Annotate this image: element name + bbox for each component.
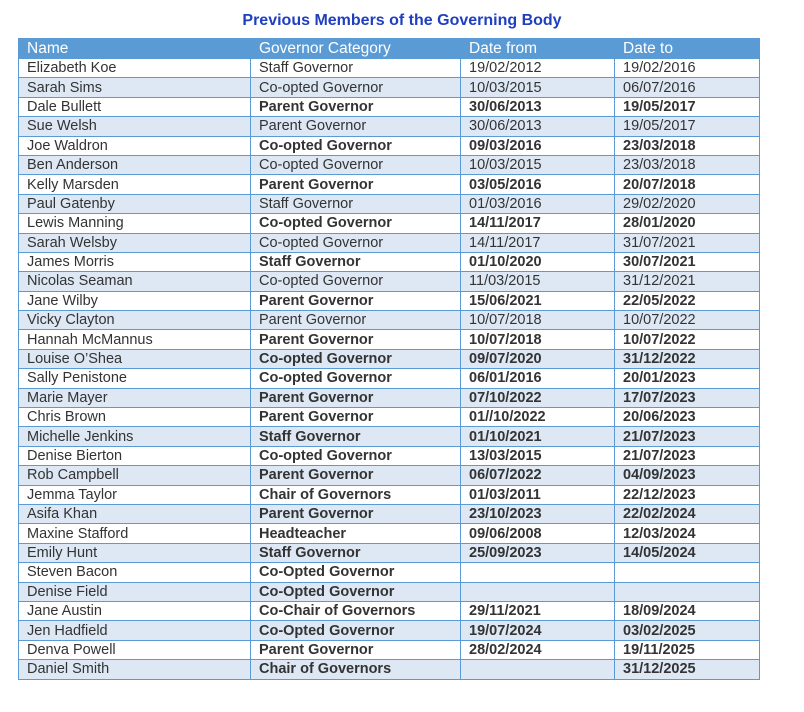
header-category: Governor Category bbox=[251, 39, 461, 59]
date-to-cell: 18/09/2024 bbox=[615, 601, 760, 620]
date-to-cell: 28/01/2020 bbox=[615, 214, 760, 233]
date-from-cell: 15/06/2021 bbox=[461, 291, 615, 310]
category-cell: Co-opted Governor bbox=[251, 272, 461, 291]
category-cell: Chair of Governors bbox=[251, 485, 461, 504]
date-from-cell: 30/06/2013 bbox=[461, 97, 615, 116]
category-cell: Parent Governor bbox=[251, 311, 461, 330]
date-from-cell: 23/10/2023 bbox=[461, 504, 615, 523]
date-from-cell: 19/02/2012 bbox=[461, 59, 615, 78]
name-cell: Kelly Marsden bbox=[19, 175, 251, 194]
header-date-from: Date from bbox=[461, 39, 615, 59]
table-row bbox=[19, 582, 760, 601]
date-from-cell: 01/03/2011 bbox=[461, 485, 615, 504]
date-to-cell: 17/07/2023 bbox=[615, 388, 760, 407]
table-row bbox=[19, 272, 760, 291]
date-to-cell: 21/07/2023 bbox=[615, 427, 760, 446]
name-cell: Marie Mayer bbox=[19, 388, 251, 407]
date-to-cell: 20/01/2023 bbox=[615, 369, 760, 388]
date-to-cell: 31/07/2021 bbox=[615, 233, 760, 252]
date-to-cell: 30/07/2021 bbox=[615, 252, 760, 271]
date-from-cell: 01/03/2016 bbox=[461, 194, 615, 213]
date-from-cell: 10/07/2018 bbox=[461, 311, 615, 330]
category-cell: Staff Governor bbox=[251, 543, 461, 562]
name-cell: Emily Hunt bbox=[19, 543, 251, 562]
header-name: Name bbox=[19, 39, 251, 59]
date-from-cell: 01//10/2022 bbox=[461, 408, 615, 427]
date-from-cell: 11/03/2015 bbox=[461, 272, 615, 291]
date-to-cell: 22/05/2022 bbox=[615, 291, 760, 310]
date-from-cell: 09/03/2016 bbox=[461, 136, 615, 155]
date-from-cell: 10/03/2015 bbox=[461, 78, 615, 97]
date-to-cell: 31/12/2021 bbox=[615, 272, 760, 291]
category-cell: Co-opted Governor bbox=[251, 136, 461, 155]
name-cell: Nicolas Seaman bbox=[19, 272, 251, 291]
category-cell: Staff Governor bbox=[251, 427, 461, 446]
date-to-cell bbox=[615, 582, 760, 601]
category-cell: Parent Governor bbox=[251, 408, 461, 427]
table-row bbox=[19, 233, 760, 252]
date-from-cell: 14/11/2017 bbox=[461, 233, 615, 252]
category-cell: Co-opted Governor bbox=[251, 369, 461, 388]
name-cell: Rob Campbell bbox=[19, 466, 251, 485]
category-cell: Staff Governor bbox=[251, 194, 461, 213]
category-cell: Parent Governor bbox=[251, 388, 461, 407]
header-date-to: Date to bbox=[615, 39, 760, 59]
category-cell: Co-opted Governor bbox=[251, 214, 461, 233]
table-row bbox=[19, 446, 760, 465]
date-from-cell bbox=[461, 582, 615, 601]
date-from-cell: 19/07/2024 bbox=[461, 621, 615, 640]
date-to-cell: 22/02/2024 bbox=[615, 504, 760, 523]
table-row bbox=[19, 524, 760, 543]
name-cell: Sue Welsh bbox=[19, 117, 251, 136]
table-row bbox=[19, 504, 760, 523]
name-cell: Denise Field bbox=[19, 582, 251, 601]
name-cell: Denise Bierton bbox=[19, 446, 251, 465]
date-from-cell bbox=[461, 563, 615, 582]
table-row bbox=[19, 117, 760, 136]
date-to-cell: 23/03/2018 bbox=[615, 136, 760, 155]
table-row bbox=[19, 59, 760, 78]
table-row bbox=[19, 563, 760, 582]
date-to-cell: 20/07/2018 bbox=[615, 175, 760, 194]
category-cell: Parent Governor bbox=[251, 466, 461, 485]
category-cell: Co-Opted Governor bbox=[251, 563, 461, 582]
table-row bbox=[19, 252, 760, 271]
category-cell: Staff Governor bbox=[251, 252, 461, 271]
date-from-cell: 06/01/2016 bbox=[461, 369, 615, 388]
date-to-cell: 21/07/2023 bbox=[615, 446, 760, 465]
date-from-cell: 01/10/2021 bbox=[461, 427, 615, 446]
category-cell: Co-opted Governor bbox=[251, 78, 461, 97]
name-cell: Sally Penistone bbox=[19, 369, 251, 388]
date-from-cell: 14/11/2017 bbox=[461, 214, 615, 233]
name-cell: Daniel Smith bbox=[19, 660, 251, 679]
date-to-cell: 10/07/2022 bbox=[615, 311, 760, 330]
category-cell: Co-Opted Governor bbox=[251, 582, 461, 601]
category-cell: Parent Governor bbox=[251, 504, 461, 523]
category-cell: Headteacher bbox=[251, 524, 461, 543]
category-cell: Parent Governor bbox=[251, 291, 461, 310]
name-cell: Elizabeth Koe bbox=[19, 59, 251, 78]
category-cell: Parent Governor bbox=[251, 330, 461, 349]
table-row bbox=[19, 214, 760, 233]
name-cell: Lewis Manning bbox=[19, 214, 251, 233]
date-from-cell bbox=[461, 660, 615, 679]
date-to-cell: 04/09/2023 bbox=[615, 466, 760, 485]
name-cell: Dale Bullett bbox=[19, 97, 251, 116]
table-row bbox=[19, 427, 760, 446]
name-cell: Denva Powell bbox=[19, 640, 251, 659]
table-row bbox=[19, 408, 760, 427]
name-cell: Jemma Taylor bbox=[19, 485, 251, 504]
table-row bbox=[19, 601, 760, 620]
date-to-cell: 31/12/2022 bbox=[615, 349, 760, 368]
table-row bbox=[19, 78, 760, 97]
category-cell: Parent Governor bbox=[251, 640, 461, 659]
name-cell: Ben Anderson bbox=[19, 155, 251, 174]
date-from-cell: 07/10/2022 bbox=[461, 388, 615, 407]
name-cell: James Morris bbox=[19, 252, 251, 271]
date-to-cell: 22/12/2023 bbox=[615, 485, 760, 504]
category-cell: Co-opted Governor bbox=[251, 446, 461, 465]
table-row bbox=[19, 621, 760, 640]
date-to-cell: 12/03/2024 bbox=[615, 524, 760, 543]
date-to-cell: 19/02/2016 bbox=[615, 59, 760, 78]
name-cell: Jane Austin bbox=[19, 601, 251, 620]
name-cell: Steven Bacon bbox=[19, 563, 251, 582]
date-to-cell: 20/06/2023 bbox=[615, 408, 760, 427]
date-from-cell: 13/03/2015 bbox=[461, 446, 615, 465]
table-row bbox=[19, 369, 760, 388]
governors-table bbox=[18, 38, 760, 680]
table-row bbox=[19, 194, 760, 213]
category-cell: Chair of Governors bbox=[251, 660, 461, 679]
page-title: Previous Members of the Governing Body bbox=[242, 12, 562, 29]
name-cell: Asifa Khan bbox=[19, 504, 251, 523]
name-cell: Hannah McMannus bbox=[19, 330, 251, 349]
date-to-cell: 10/07/2022 bbox=[615, 330, 760, 349]
date-to-cell: 06/07/2016 bbox=[615, 78, 760, 97]
name-cell: Louise O’Shea bbox=[19, 349, 251, 368]
date-from-cell: 28/02/2024 bbox=[461, 640, 615, 659]
table-row bbox=[19, 640, 760, 659]
name-cell: Vicky Clayton bbox=[19, 311, 251, 330]
table-row bbox=[19, 349, 760, 368]
table-row bbox=[19, 155, 760, 174]
table-row bbox=[19, 97, 760, 116]
table-row bbox=[19, 388, 760, 407]
name-cell: Paul Gatenby bbox=[19, 194, 251, 213]
category-cell: Parent Governor bbox=[251, 175, 461, 194]
date-from-cell: 10/07/2018 bbox=[461, 330, 615, 349]
category-cell: Co-opted Governor bbox=[251, 233, 461, 252]
name-cell: Sarah Sims bbox=[19, 78, 251, 97]
date-from-cell: 25/09/2023 bbox=[461, 543, 615, 562]
name-cell: Jen Hadfield bbox=[19, 621, 251, 640]
date-to-cell: 29/02/2020 bbox=[615, 194, 760, 213]
table-row bbox=[19, 543, 760, 562]
date-from-cell: 10/03/2015 bbox=[461, 155, 615, 174]
table-header-row bbox=[19, 39, 760, 59]
table-row bbox=[19, 291, 760, 310]
date-from-cell: 01/10/2020 bbox=[461, 252, 615, 271]
date-to-cell: 19/05/2017 bbox=[615, 97, 760, 116]
table-row bbox=[19, 330, 760, 349]
date-to-cell: 03/02/2025 bbox=[615, 621, 760, 640]
category-cell: Parent Governor bbox=[251, 97, 461, 116]
category-cell: Co-Opted Governor bbox=[251, 621, 461, 640]
name-cell: Joe Waldron bbox=[19, 136, 251, 155]
date-to-cell: 31/12/2025 bbox=[615, 660, 760, 679]
category-cell: Parent Governor bbox=[251, 117, 461, 136]
table-row bbox=[19, 466, 760, 485]
date-from-cell: 09/07/2020 bbox=[461, 349, 615, 368]
name-cell: Chris Brown bbox=[19, 408, 251, 427]
date-from-cell: 29/11/2021 bbox=[461, 601, 615, 620]
name-cell: Maxine Stafford bbox=[19, 524, 251, 543]
category-cell: Co-opted Governor bbox=[251, 155, 461, 174]
date-to-cell: 14/05/2024 bbox=[615, 543, 760, 562]
date-from-cell: 09/06/2008 bbox=[461, 524, 615, 543]
name-cell: Michelle Jenkins bbox=[19, 427, 251, 446]
category-cell: Co-opted Governor bbox=[251, 349, 461, 368]
category-cell: Staff Governor bbox=[251, 59, 461, 78]
date-to-cell: 23/03/2018 bbox=[615, 155, 760, 174]
table-row bbox=[19, 485, 760, 504]
date-to-cell bbox=[615, 563, 760, 582]
date-from-cell: 03/05/2016 bbox=[461, 175, 615, 194]
name-cell: Sarah Welsby bbox=[19, 233, 251, 252]
table-row bbox=[19, 136, 760, 155]
category-cell: Co-Chair of Governors bbox=[251, 601, 461, 620]
date-to-cell: 19/11/2025 bbox=[615, 640, 760, 659]
table-row bbox=[19, 175, 760, 194]
name-cell: Jane Wilby bbox=[19, 291, 251, 310]
date-from-cell: 06/07/2022 bbox=[461, 466, 615, 485]
date-to-cell: 19/05/2017 bbox=[615, 117, 760, 136]
table-row bbox=[19, 660, 760, 679]
table-row bbox=[19, 311, 760, 330]
date-from-cell: 30/06/2013 bbox=[461, 117, 615, 136]
